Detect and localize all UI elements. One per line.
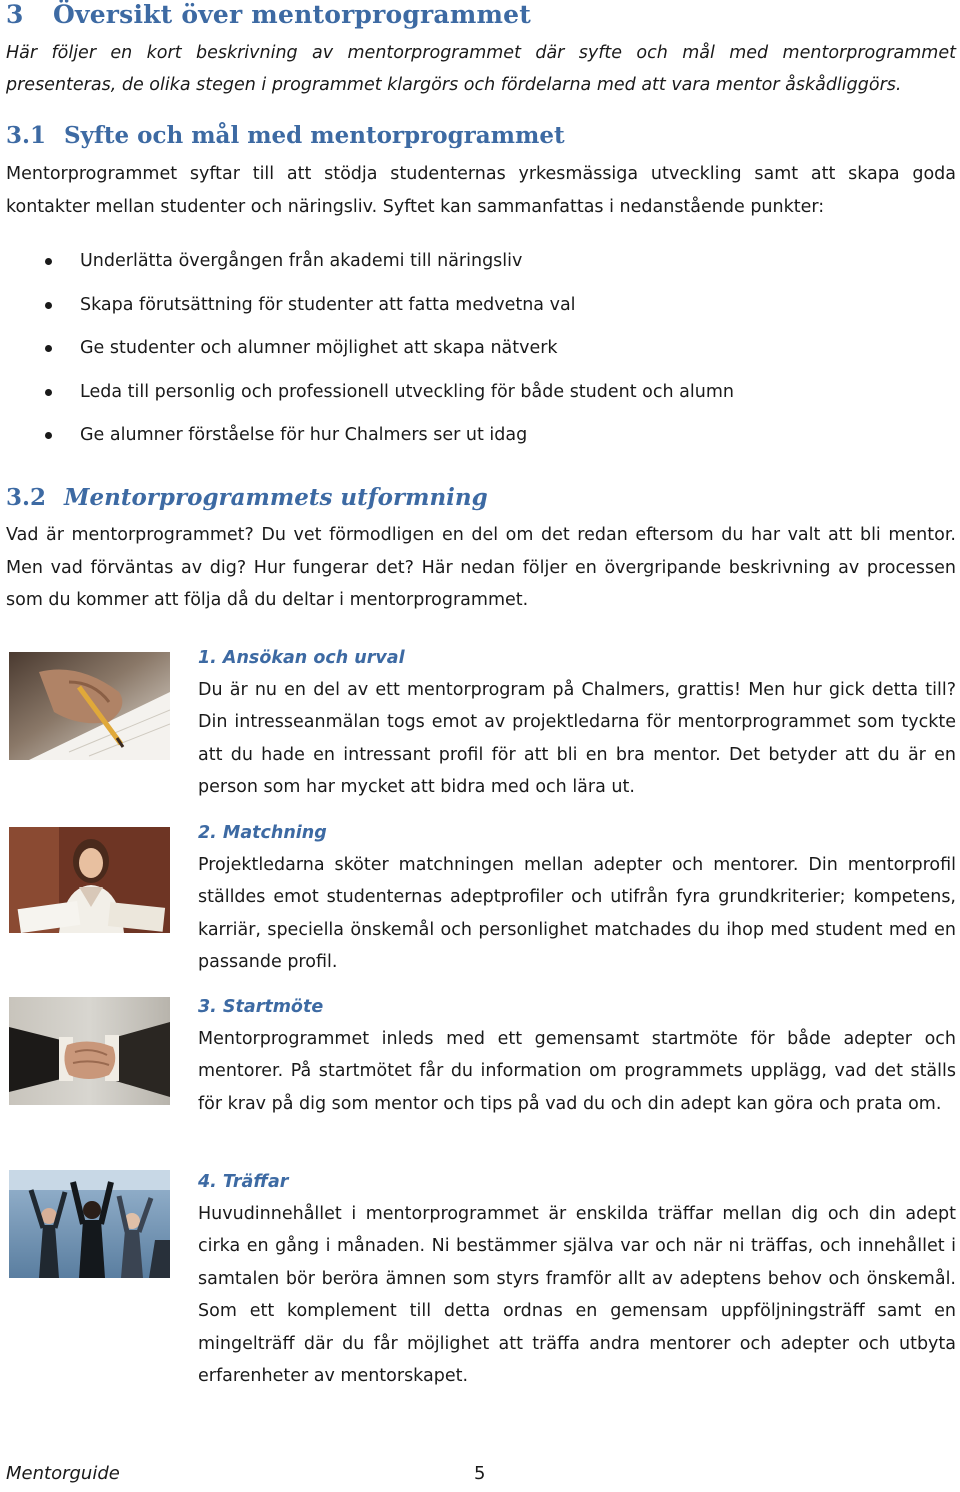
page-footer xyxy=(6,1463,496,1484)
bullet-icon xyxy=(45,432,52,439)
subsection-title: Syfte och mål med mentorprogrammet xyxy=(64,122,565,149)
section-heading xyxy=(6,0,531,29)
bullet-text: Ge studenter och alumner möjlighet att skapa nätverk xyxy=(80,338,558,359)
bullet-icon xyxy=(45,258,52,265)
step-title: 4. Träffar xyxy=(198,1172,289,1192)
section-title: Översikt över mentorprogrammet xyxy=(53,0,531,29)
step-application xyxy=(198,642,956,804)
step-text: Mentorprogrammet inleds med ett gemensamt startmöte för både adepter och mentorer. På startmötet får du information om programmets upplägg, vad det ställs för krav på dig som mentor och tips på vad du och din adept kan göra och prata om. xyxy=(198,1029,956,1114)
step-title: 2. Matchning xyxy=(198,823,327,843)
bullet-icon xyxy=(45,345,52,352)
step-kickoff xyxy=(198,991,956,1120)
hand-writing-photo xyxy=(9,652,170,760)
step-text: Huvudinnehållet i mentorprogrammet är enskilda träffar mellan dig och din adept cirka en gång i månaden. Ni bestämmer själva var och när ni träffas, och innehållet i samtalen bör beröra ämnen som styrs framför allt av adeptens behov och önskemål. Som ett komplement till detta ordnas en gemensam uppföljningsträff samt en mingelträff där du får möjlighet att träffa andra mentorer och adepter och utbyta erfarenheter av mentorskapet. xyxy=(198,1204,956,1387)
businesswoman-photo xyxy=(9,827,170,933)
design-paragraph: Vad är mentorprogrammet? Du vet förmodligen en del om det redan eftersom du har valt att bli mentor. Men vad förväntas av dig? Hur fungerar det? Här nedan följer en övergripande beskrivning av processen som du kommer att följa då du deltar i mentorprogrammet. xyxy=(6,525,956,610)
purpose-paragraph: Mentorprogrammet syftar till att stödja studenternas yrkesmässiga utveckling samt att skapa goda kontakter mellan studenter och näringsliv. Syftet kan sammanfattas i nedanstående punkter: xyxy=(6,164,956,217)
step-text: Projektledarna sköter matchningen mellan adepter och mentorer. Din mentorprofil ställdes emot studenternas adeptprofiler och utifrån fyra grundkriterier; kompetens, karriär, speciella önskemål och personlighet matchades du ihop med student med en passande profil. xyxy=(198,855,956,973)
subsection-number: 3.1 xyxy=(6,122,47,149)
celebrating-team-photo xyxy=(9,1170,170,1278)
bullet-icon xyxy=(45,302,52,309)
bullet-text: Skapa förutsättning för studenter att fatta medvetna val xyxy=(80,294,576,315)
list-item xyxy=(0,245,900,289)
footer-label: Mentorguide xyxy=(6,1463,120,1484)
bullet-text: Underlätta övergången från akademi till näringsliv xyxy=(80,251,523,271)
list-item xyxy=(0,332,900,376)
step-matching xyxy=(198,817,956,979)
list-item xyxy=(0,289,900,333)
subsection-title: Mentorprogrammets utformning xyxy=(64,484,488,511)
list-item xyxy=(0,419,900,463)
subsection-number: 3.2 xyxy=(6,484,47,511)
handshake-photo xyxy=(9,997,170,1105)
page-number: 5 xyxy=(474,1463,486,1484)
step-title: 3. Startmöte xyxy=(198,997,324,1017)
section-number: 3 xyxy=(6,0,24,29)
subsection-heading-design xyxy=(6,484,488,511)
step-text: Du är nu en del av ett mentorprogram på Chalmers, grattis! Men hur gick detta till? Din intresseanmälan togs emot av projektledarna för mentorprogrammet som tyckte att du hade en intressant profil för att bli en bra mentor. Det betyder att du är en person som har mycket att bidra med och lära ut. xyxy=(198,680,956,798)
purpose-bullet-list xyxy=(0,245,900,463)
section-intro: Här följer en kort beskrivning av mentorprogrammet där syfte och mål med mentorprogrammet presenteras, de olika stegen i programmet klargörs och fördelarna med att vara mentor åskådliggörs. xyxy=(6,43,956,95)
list-item xyxy=(0,376,900,420)
step-title: 1. Ansökan och urval xyxy=(198,648,405,668)
bullet-text: Ge alumner förståelse för hur Chalmers ser ut idag xyxy=(80,425,528,446)
step-meetings xyxy=(198,1166,956,1392)
bullet-icon xyxy=(45,389,52,396)
subsection-heading-purpose xyxy=(6,122,565,149)
bullet-text: Leda till personlig och professionell utveckling för både student och alumn xyxy=(80,381,734,402)
